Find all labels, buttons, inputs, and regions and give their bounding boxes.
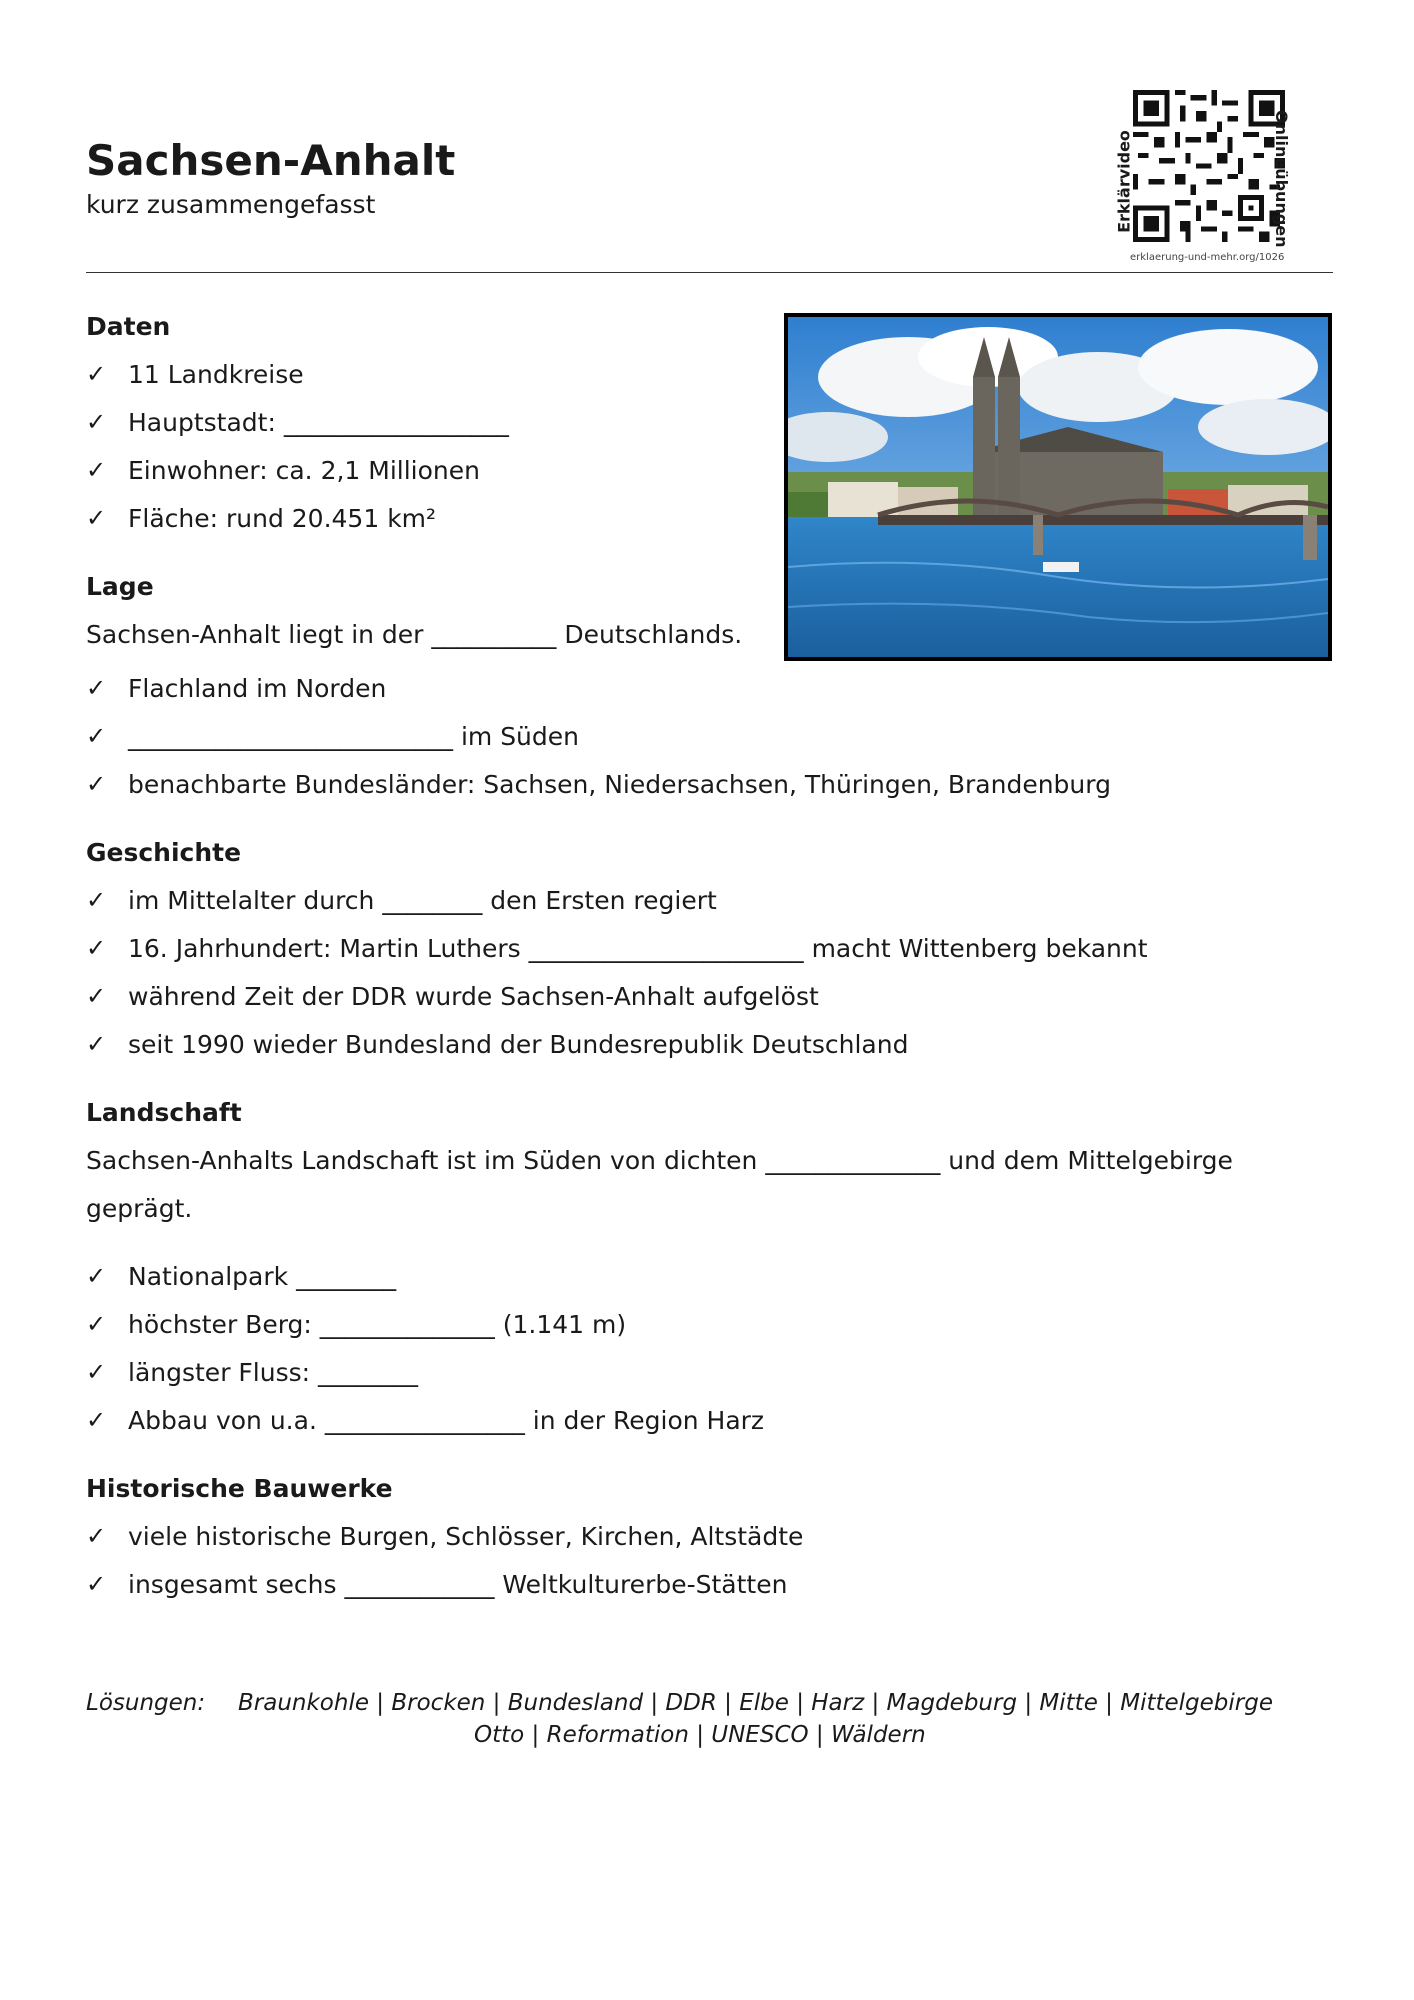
list-item: __________________________ im Süden	[128, 722, 580, 751]
check-icon: ✓	[86, 1522, 107, 1550]
check-icon: ✓	[86, 934, 107, 962]
magdeburg-photo	[784, 313, 1332, 661]
list-item: Hauptstadt: __________________	[128, 408, 509, 437]
list-item: Einwohner: ca. 2,1 Millionen	[128, 456, 480, 485]
solutions-line-2: Otto | Reformation | UNESCO | Wäldern	[474, 1722, 926, 1748]
check-icon: ✓	[86, 360, 107, 388]
page-title: Sachsen-Anhalt	[86, 136, 456, 185]
check-icon: ✓	[86, 722, 107, 750]
list-item: Flachland im Norden	[128, 674, 387, 703]
check-icon: ✓	[86, 1030, 107, 1058]
cathedral-river-image	[788, 317, 1328, 657]
list-item: 11 Landkreise	[128, 360, 304, 389]
landschaft-intro: Sachsen-Anhalts Landschaft ist im Süden von dichten ______________ und dem Mittelgebirge	[86, 1146, 1233, 1175]
section-heading-bauwerke: Historische Bauwerke	[86, 1474, 393, 1503]
check-icon: ✓	[86, 1406, 107, 1434]
qr-block	[1090, 90, 1335, 270]
check-icon: ✓	[86, 886, 107, 914]
check-icon: ✓	[86, 1262, 107, 1290]
check-icon: ✓	[86, 504, 107, 532]
solutions-line-1: Braunkohle | Brocken | Bundesland | DDR | Elbe | Harz | Magdeburg | Mitte | Mittelgebirge	[238, 1690, 1273, 1716]
list-item: benachbarte Bundesländer: Sachsen, Niedersachsen, Thüringen, Brandenburg	[128, 770, 1111, 799]
list-item: im Mittelalter durch ________ den Ersten regiert	[128, 886, 717, 915]
check-icon: ✓	[86, 1570, 107, 1598]
list-item: seit 1990 wieder Bundesland der Bundesrepublik Deutschland	[128, 1030, 909, 1059]
qr-exercises-label: Onlineübungen	[1272, 110, 1291, 248]
list-item: Nationalpark ________	[128, 1262, 397, 1291]
list-item: längster Fluss: ________	[128, 1358, 419, 1387]
section-heading-geschichte: Geschichte	[86, 838, 242, 867]
list-item: Fläche: rund 20.451 km²	[128, 504, 437, 533]
page-subtitle: kurz zusammengefasst	[86, 190, 376, 219]
lage-intro: Sachsen-Anhalt liegt in der __________ Deutschlands.	[86, 620, 743, 649]
header-divider	[86, 272, 1333, 273]
landschaft-intro-cont: geprägt.	[86, 1194, 193, 1223]
qr-video-label: Erklärvideo	[1114, 130, 1134, 233]
solutions-label: Lösungen:	[86, 1690, 206, 1716]
check-icon: ✓	[86, 770, 107, 798]
qr-caption: erklaerung-und-mehr.org/1026	[1130, 252, 1285, 263]
list-item: Abbau von u.a. ________________ in der Region Harz	[128, 1406, 765, 1435]
list-item: während Zeit der DDR wurde Sachsen-Anhalt aufgelöst	[128, 982, 819, 1011]
check-icon: ✓	[86, 1310, 107, 1338]
check-icon: ✓	[86, 674, 107, 702]
check-icon: ✓	[86, 1358, 107, 1386]
list-item: insgesamt sechs ____________ Weltkulturerbe-Stätten	[128, 1570, 788, 1599]
section-heading-lage: Lage	[86, 572, 154, 601]
list-item: 16. Jahrhundert: Martin Luthers ______________________ macht Wittenberg bekannt	[128, 934, 1148, 963]
list-item: viele historische Burgen, Schlösser, Kirchen, Altstädte	[128, 1522, 804, 1551]
section-heading-landschaft: Landschaft	[86, 1098, 242, 1127]
check-icon: ✓	[86, 408, 107, 436]
section-heading-daten: Daten	[86, 312, 171, 341]
qr-code-icon[interactable]	[1133, 90, 1285, 242]
list-item: höchster Berg: ______________ (1.141 m)	[128, 1310, 627, 1339]
check-icon: ✓	[86, 456, 107, 484]
check-icon: ✓	[86, 982, 107, 1010]
